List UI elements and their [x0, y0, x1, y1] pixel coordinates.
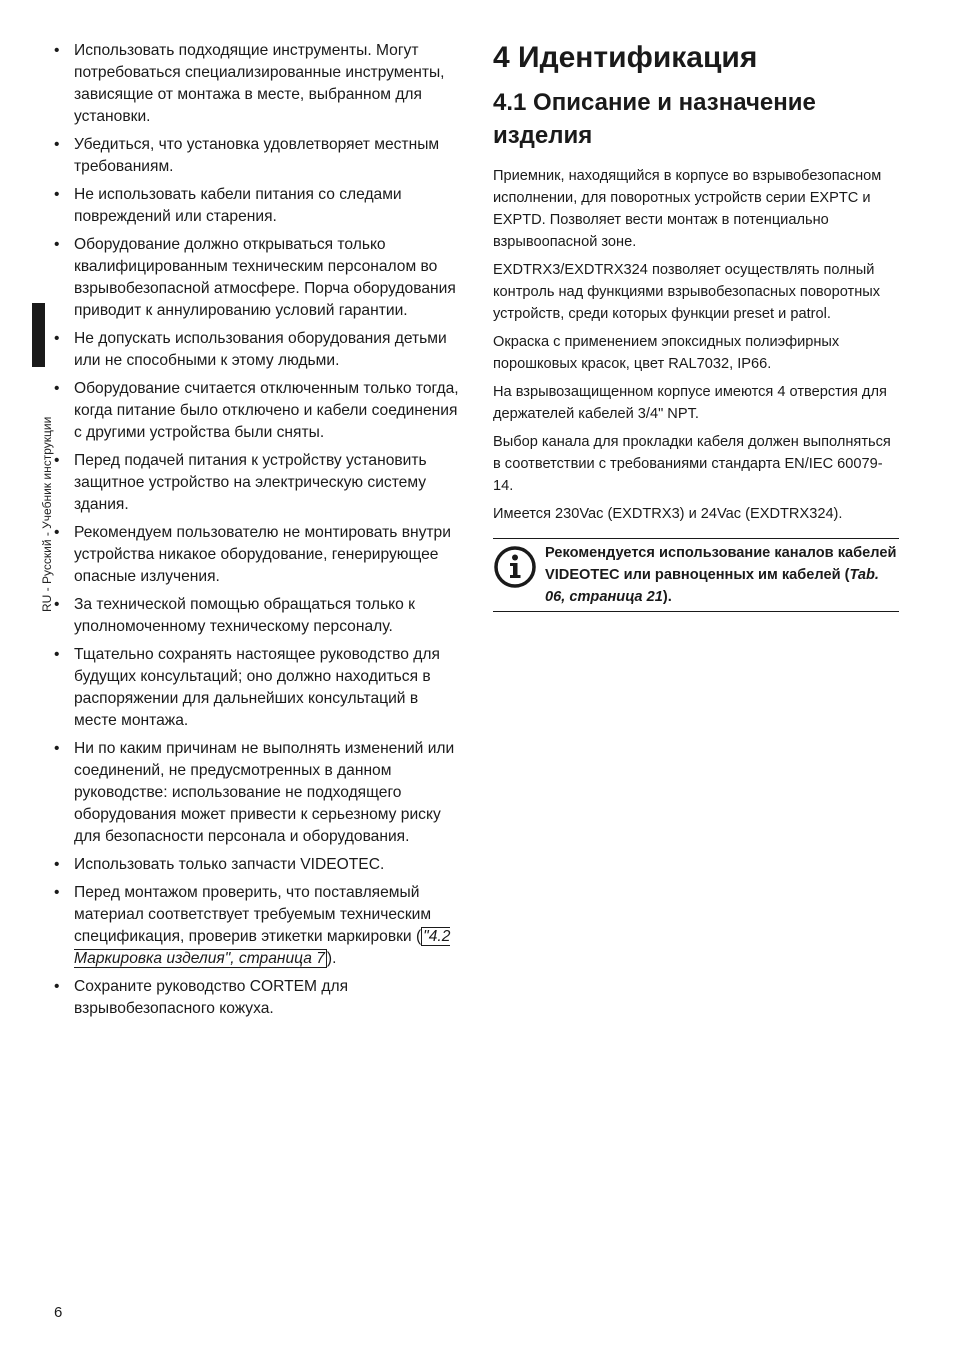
paragraph: Окраска с применением эпоксидных полиэфирных порошковых красок, цвет RAL7032, IP66. — [493, 334, 840, 372]
bullet: • — [54, 136, 60, 153]
list-item-text: Убедиться, что установка удовлетворяет местным требованиям. — [74, 136, 440, 175]
bullet: • — [54, 236, 60, 253]
list-item-text: Тщательно сохранять настоящее руководство для будущих консультаций; оно должно находиться в распоряжении для дальнейших консультаций в месте монтажа. — [74, 646, 440, 729]
note-text-end: ). — [662, 589, 672, 605]
paragraph: Выбор канала для прокладки кабеля должен выполняться в соответствии с требованиями стандарта EN/IEC 60079-14. — [493, 434, 891, 494]
note-text-start: Рекомендуется использование каналов кабелей VIDEOTEC или равноценных им кабелей ( — [545, 545, 897, 583]
identification-section — [493, 40, 899, 612]
paragraph: На взрывозащищенном корпусе имеются 4 отверстия для держателей кабелей 3/4" NPT. — [493, 384, 887, 422]
list-item — [54, 328, 464, 372]
bullet: • — [54, 856, 60, 873]
list-item-text: Рекомендуем пользователю не монтировать внутри устройства никакое оборудование, генерирующее опасные излучения. — [74, 524, 451, 585]
list-item — [54, 976, 464, 1020]
bullet: • — [54, 42, 60, 59]
info-icon — [493, 545, 537, 589]
list-item-text: За технической помощью обращаться только к уполномоченному техническому персоналу. — [74, 596, 415, 635]
bullet: • — [54, 978, 60, 995]
bullet: • — [54, 740, 60, 757]
bullet: • — [54, 452, 60, 469]
paragraph: EXDTRX3/EXDTRX324 позволяет осуществлять полный контроль над функциями взрывобезопасных поворотных устройств, среди которых функции preset и patrol. — [493, 262, 881, 322]
info-note-text — [545, 542, 899, 608]
list-item — [54, 738, 464, 848]
list-item — [54, 378, 464, 444]
list-item — [54, 40, 464, 128]
list-item-text: Оборудование считается отключенным только тогда, когда питание было отключено и кабели соединения с другими устройства были сняты. — [74, 380, 459, 441]
bullet: • — [54, 596, 60, 613]
list-item-text: Оборудование должно открываться только квалифицированным техническим персоналом во взрывобезопасной атмосфере. Порча оборудования приводит к аннулированию условий гарантии. — [74, 236, 456, 319]
info-note — [493, 538, 899, 612]
list-item-text: Использовать подходящие инструменты. Могут потребоваться специализированные инструменты, зависящие от монтажа в месте, выбранном для установки. — [74, 42, 445, 125]
bullet: • — [54, 330, 60, 347]
list-item — [54, 450, 464, 516]
list-item — [54, 522, 464, 588]
list-item — [54, 184, 464, 228]
list-item-text-end: ). — [326, 950, 337, 967]
chapter-marker-bar — [32, 303, 45, 367]
list-item-text: Перед подачей питания к устройству установить защитное устройство на электрическую систему здания. — [74, 452, 427, 513]
page-number: 6 — [54, 1304, 63, 1321]
list-item — [54, 854, 464, 876]
sidebar-language-label: RU - Русский - Учебник инструкции — [40, 416, 54, 612]
subsection-title: 4.1 Описание и назначение изделия — [493, 89, 816, 149]
bullet: • — [54, 524, 60, 541]
list-item — [54, 134, 464, 178]
bullet: • — [54, 186, 60, 203]
list-item-text: Сохраните руководство CORTEM для взрывобезопасного кожуха. — [74, 978, 349, 1017]
paragraph: Приемник, находящийся в корпусе во взрывобезопасном исполнении, для поворотных устройств серии EXPTC и EXPTD. Позволяет вести монтаж в потенциально взрывоопасной зоне. — [493, 168, 882, 250]
list-item — [54, 644, 464, 732]
list-item-text: Ни по каким причинам не выполнять изменений или соединений, не предусмотренных в данном руководстве: использование не подходящего оборудования может привести к серьезному риску для безопасности персонала и оборудования. — [74, 740, 455, 845]
section-title: 4 Идентификация — [493, 41, 758, 74]
safety-instructions-list — [54, 40, 464, 1026]
bullet: • — [54, 380, 60, 397]
bullet: • — [54, 646, 60, 663]
list-item-text: Не использовать кабели питания со следами повреждений или старения. — [74, 186, 402, 225]
list-item — [54, 234, 464, 322]
paragraph: Имеется 230Vac (EXDTRX3) и 24Vac (EXDTRX324). — [493, 506, 843, 522]
list-item-text: Перед монтажом проверить, что поставляемый материал соответствует требуемым техническим спецификация, проверив этикетки маркировки ( — [74, 884, 432, 945]
bullet: • — [54, 884, 60, 901]
list-item — [54, 882, 464, 970]
cross-reference-link[interactable]: "4.2 Маркировка изделия", страница 7 — [74, 928, 451, 967]
list-item-text: Не допускать использования оборудования детьми или не способными к этому людьми. — [74, 330, 447, 369]
list-item-text: Использовать только запчасти VIDEOTEC. — [74, 856, 385, 873]
table-reference-link[interactable]: Tab. 06, страница 21 — [545, 567, 879, 605]
list-item — [54, 594, 464, 638]
